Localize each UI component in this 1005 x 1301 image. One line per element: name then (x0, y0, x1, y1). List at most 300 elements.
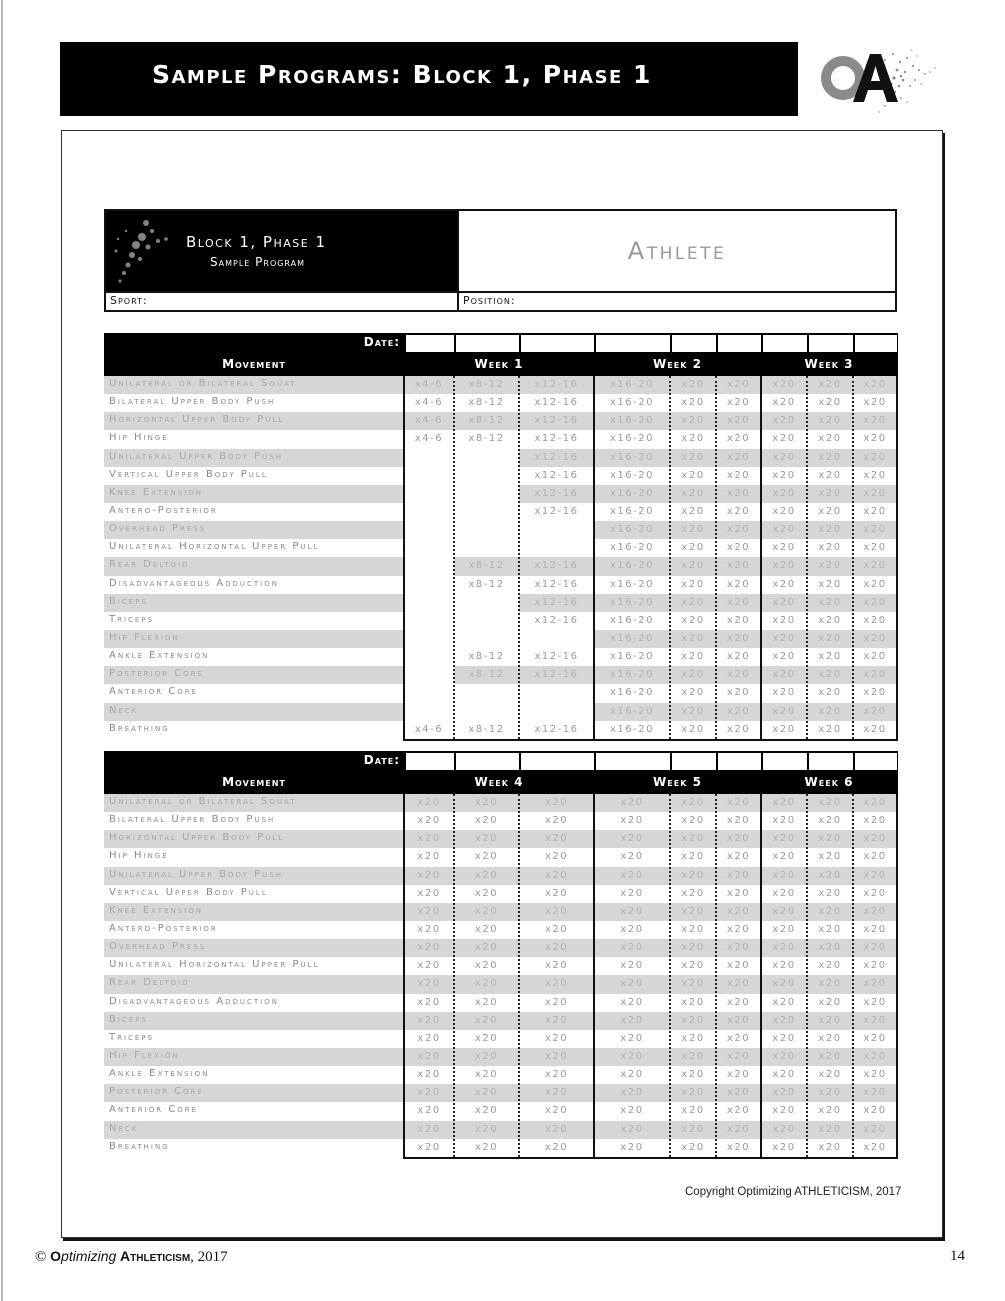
rep-cell[interactable]: x20 (863, 451, 887, 463)
date-input[interactable] (855, 335, 897, 352)
rep-cell[interactable]: x20 (726, 524, 751, 536)
rep-cell[interactable]: x20 (681, 469, 705, 481)
date-input[interactable] (406, 335, 454, 352)
rep-cell[interactable]: x20 (417, 1014, 441, 1026)
rep-cell[interactable]: x20 (772, 433, 796, 445)
rep-cell[interactable] (404, 467, 454, 485)
date-input[interactable] (763, 753, 807, 770)
rep-cell[interactable]: x20 (544, 1087, 569, 1099)
rep-cell[interactable]: x12-16 (534, 578, 579, 590)
rep-cell[interactable]: x20 (681, 1123, 705, 1135)
rep-cell[interactable]: x20 (544, 923, 569, 935)
rep-cell[interactable]: x20 (544, 1123, 569, 1135)
rep-cell[interactable]: x8-12 (468, 415, 505, 427)
rep-cell[interactable] (404, 503, 454, 521)
rep-cell[interactable]: x20 (726, 1123, 751, 1135)
sport-field[interactable] (106, 291, 457, 310)
rep-cell[interactable]: x20 (772, 1032, 796, 1044)
date-input[interactable] (809, 335, 853, 352)
rep-cell[interactable]: x20 (772, 869, 796, 881)
rep-cell[interactable]: x20 (544, 815, 569, 827)
rep-cell[interactable]: x20 (681, 524, 705, 536)
rep-cell[interactable]: x16-20 (610, 669, 654, 681)
rep-cell[interactable]: x20 (417, 996, 441, 1008)
rep-cell[interactable]: x16-20 (610, 705, 654, 717)
rep-cell[interactable]: x20 (818, 1069, 842, 1081)
rep-cell[interactable]: x20 (772, 797, 796, 808)
rep-cell[interactable]: x20 (474, 1050, 499, 1062)
rep-cell[interactable]: x20 (726, 1141, 751, 1153)
rep-cell[interactable]: x20 (772, 815, 796, 827)
rep-cell[interactable]: x20 (863, 632, 887, 644)
rep-cell[interactable]: x4-6 (414, 379, 444, 390)
rep-cell[interactable]: x20 (772, 978, 796, 990)
rep-cell[interactable]: x20 (417, 1123, 441, 1135)
rep-cell[interactable]: x20 (620, 1032, 644, 1044)
rep-cell[interactable]: x12-16 (534, 379, 579, 390)
rep-cell[interactable]: x20 (417, 833, 441, 845)
rep-cell[interactable]: x20 (681, 869, 705, 881)
rep-cell[interactable]: x20 (681, 942, 705, 954)
rep-cell[interactable] (454, 703, 519, 721)
rep-cell[interactable]: x20 (474, 1105, 499, 1117)
rep-cell[interactable]: x4-6 (414, 397, 444, 409)
date-input[interactable] (596, 335, 670, 352)
rep-cell[interactable]: x20 (863, 978, 887, 990)
rep-cell[interactable]: x20 (681, 960, 705, 972)
rep-cell[interactable]: x20 (772, 614, 796, 626)
position-field[interactable] (457, 291, 895, 310)
rep-cell[interactable]: x20 (726, 379, 751, 390)
rep-cell[interactable]: x20 (474, 1032, 499, 1044)
rep-cell[interactable]: x20 (863, 833, 887, 845)
rep-cell[interactable]: x20 (544, 1141, 569, 1153)
rep-cell[interactable]: x20 (772, 723, 796, 735)
rep-cell[interactable] (404, 594, 454, 612)
date-input[interactable] (718, 753, 761, 770)
rep-cell[interactable]: x20 (818, 942, 842, 954)
rep-cell[interactable]: x16-20 (610, 723, 654, 735)
rep-cell[interactable]: x20 (772, 1050, 796, 1062)
rep-cell[interactable]: x20 (818, 923, 842, 935)
rep-cell[interactable]: x20 (474, 1014, 499, 1026)
rep-cell[interactable]: x20 (544, 833, 569, 845)
rep-cell[interactable]: x20 (772, 887, 796, 899)
rep-cell[interactable]: x20 (863, 505, 887, 517)
rep-cell[interactable]: x20 (417, 1141, 441, 1153)
rep-cell[interactable]: x20 (818, 632, 842, 644)
rep-cell[interactable]: x20 (681, 669, 705, 681)
rep-cell[interactable]: x20 (863, 851, 887, 863)
rep-cell[interactable]: x20 (681, 887, 705, 899)
rep-cell[interactable]: x20 (772, 451, 796, 463)
rep-cell[interactable]: x12-16 (534, 505, 579, 517)
rep-cell[interactable]: x20 (863, 1014, 887, 1026)
rep-cell[interactable]: x20 (417, 942, 441, 954)
rep-cell[interactable]: x12-16 (534, 596, 579, 608)
rep-cell[interactable]: x20 (681, 851, 705, 863)
rep-cell[interactable]: x20 (681, 833, 705, 845)
rep-cell[interactable]: x20 (818, 1087, 842, 1099)
rep-cell[interactable]: x20 (726, 1069, 751, 1081)
rep-cell[interactable]: x20 (417, 1069, 441, 1081)
rep-cell[interactable]: x20 (726, 596, 751, 608)
rep-cell[interactable]: x20 (417, 1105, 441, 1117)
rep-cell[interactable]: x16-20 (610, 687, 654, 699)
rep-cell[interactable]: x20 (818, 851, 842, 863)
rep-cell[interactable]: x20 (772, 560, 796, 572)
rep-cell[interactable]: x20 (818, 1141, 842, 1153)
rep-cell[interactable]: x20 (726, 469, 751, 481)
rep-cell[interactable]: x20 (772, 469, 796, 481)
rep-cell[interactable] (454, 612, 519, 630)
rep-cell[interactable]: x20 (474, 887, 499, 899)
rep-cell[interactable]: x20 (726, 1087, 751, 1099)
rep-cell[interactable]: x20 (863, 1032, 887, 1044)
rep-cell[interactable]: x20 (726, 815, 751, 827)
rep-cell[interactable]: x20 (818, 996, 842, 1008)
rep-cell[interactable]: x20 (772, 651, 796, 663)
rep-cell[interactable]: x20 (772, 379, 796, 390)
rep-cell[interactable] (454, 449, 519, 467)
rep-cell[interactable]: x20 (681, 596, 705, 608)
rep-cell[interactable]: x20 (620, 851, 644, 863)
rep-cell[interactable]: x20 (620, 1123, 644, 1135)
date-input[interactable] (456, 753, 519, 770)
rep-cell[interactable]: x20 (417, 923, 441, 935)
rep-cell[interactable]: x20 (544, 1105, 569, 1117)
rep-cell[interactable]: x20 (681, 1032, 705, 1044)
rep-cell[interactable]: x20 (818, 705, 842, 717)
rep-cell[interactable]: x20 (772, 487, 796, 499)
rep-cell[interactable]: x20 (726, 851, 751, 863)
rep-cell[interactable]: x20 (544, 1014, 569, 1026)
date-input[interactable] (855, 753, 897, 770)
rep-cell[interactable]: x8-12 (468, 651, 505, 663)
rep-cell[interactable] (454, 684, 519, 702)
rep-cell[interactable]: x20 (474, 1069, 499, 1081)
rep-cell[interactable]: x20 (620, 1014, 644, 1026)
rep-cell[interactable]: x20 (772, 687, 796, 699)
date-input[interactable] (672, 753, 716, 770)
rep-cell[interactable]: x20 (726, 487, 751, 499)
rep-cell[interactable]: x20 (818, 723, 842, 735)
rep-cell[interactable]: x20 (818, 960, 842, 972)
rep-cell[interactable]: x20 (863, 1105, 887, 1117)
rep-cell[interactable]: x20 (620, 1069, 644, 1081)
rep-cell[interactable]: x20 (726, 669, 751, 681)
rep-cell[interactable]: x20 (818, 469, 842, 481)
rep-cell[interactable]: x20 (772, 596, 796, 608)
rep-cell[interactable]: x20 (863, 1141, 887, 1153)
rep-cell[interactable] (404, 684, 454, 702)
rep-cell[interactable]: x20 (818, 451, 842, 463)
rep-cell[interactable]: x20 (417, 887, 441, 899)
rep-cell[interactable]: x8-12 (468, 723, 505, 735)
rep-cell[interactable]: x20 (681, 687, 705, 699)
rep-cell[interactable]: x20 (863, 687, 887, 699)
rep-cell[interactable]: x20 (863, 869, 887, 881)
rep-cell[interactable]: x20 (726, 433, 751, 445)
rep-cell[interactable]: x20 (818, 978, 842, 990)
rep-cell[interactable]: x12-16 (534, 469, 579, 481)
rep-cell[interactable]: x20 (417, 978, 441, 990)
rep-cell[interactable]: x20 (863, 905, 887, 917)
rep-cell[interactable]: x20 (863, 705, 887, 717)
rep-cell[interactable]: x20 (726, 905, 751, 917)
rep-cell[interactable]: x20 (818, 1032, 842, 1044)
rep-cell[interactable]: x20 (772, 996, 796, 1008)
rep-cell[interactable] (404, 521, 454, 539)
date-input[interactable] (809, 753, 853, 770)
rep-cell[interactable]: x20 (818, 596, 842, 608)
rep-cell[interactable]: x20 (863, 887, 887, 899)
rep-cell[interactable]: x20 (544, 905, 569, 917)
date-input[interactable] (596, 753, 670, 770)
rep-cell[interactable]: x20 (772, 415, 796, 427)
rep-cell[interactable]: x20 (818, 379, 842, 390)
rep-cell[interactable] (404, 449, 454, 467)
rep-cell[interactable]: x20 (681, 905, 705, 917)
rep-cell[interactable]: x20 (681, 505, 705, 517)
rep-cell[interactable]: x20 (681, 379, 705, 390)
rep-cell[interactable]: x20 (726, 1014, 751, 1026)
rep-cell[interactable]: x4-6 (414, 415, 444, 427)
rep-cell[interactable]: x20 (620, 905, 644, 917)
rep-cell[interactable] (519, 521, 594, 539)
rep-cell[interactable]: x8-12 (468, 397, 505, 409)
rep-cell[interactable]: x20 (818, 797, 842, 808)
rep-cell[interactable]: x20 (726, 397, 751, 409)
rep-cell[interactable]: x20 (681, 723, 705, 735)
rep-cell[interactable]: x20 (726, 833, 751, 845)
rep-cell[interactable]: x20 (681, 705, 705, 717)
rep-cell[interactable]: x20 (772, 632, 796, 644)
rep-cell[interactable] (519, 630, 594, 648)
rep-cell[interactable] (404, 576, 454, 594)
rep-cell[interactable]: x20 (772, 851, 796, 863)
rep-cell[interactable]: x20 (772, 669, 796, 681)
rep-cell[interactable]: x20 (863, 487, 887, 499)
rep-cell[interactable]: x20 (544, 887, 569, 899)
rep-cell[interactable]: x20 (417, 815, 441, 827)
rep-cell[interactable]: x20 (544, 996, 569, 1008)
rep-cell[interactable] (454, 594, 519, 612)
rep-cell[interactable]: x8-12 (468, 379, 505, 390)
rep-cell[interactable]: x20 (863, 397, 887, 409)
date-input[interactable] (718, 335, 761, 352)
rep-cell[interactable]: x20 (818, 542, 842, 554)
rep-cell[interactable]: x8-12 (468, 560, 505, 572)
rep-cell[interactable]: x20 (620, 923, 644, 935)
rep-cell[interactable] (404, 666, 454, 684)
rep-cell[interactable]: x20 (818, 433, 842, 445)
rep-cell[interactable]: x20 (818, 869, 842, 881)
rep-cell[interactable]: x20 (863, 1087, 887, 1099)
rep-cell[interactable]: x12-16 (534, 415, 579, 427)
rep-cell[interactable]: x20 (681, 415, 705, 427)
date-input[interactable] (672, 335, 716, 352)
rep-cell[interactable]: x20 (772, 833, 796, 845)
rep-cell[interactable]: x20 (863, 596, 887, 608)
rep-cell[interactable]: x20 (818, 614, 842, 626)
rep-cell[interactable]: x20 (544, 797, 569, 808)
rep-cell[interactable]: x20 (681, 578, 705, 590)
rep-cell[interactable]: x12-16 (534, 397, 579, 409)
rep-cell[interactable]: x20 (620, 1141, 644, 1153)
rep-cell[interactable]: x16-20 (610, 379, 654, 390)
rep-cell[interactable]: x20 (681, 978, 705, 990)
rep-cell[interactable]: x20 (417, 960, 441, 972)
rep-cell[interactable]: x20 (863, 723, 887, 735)
rep-cell[interactable]: x20 (818, 815, 842, 827)
rep-cell[interactable]: x20 (417, 797, 441, 808)
rep-cell[interactable]: x20 (726, 560, 751, 572)
rep-cell[interactable]: x20 (726, 614, 751, 626)
rep-cell[interactable]: x20 (620, 1087, 644, 1099)
rep-cell[interactable] (404, 557, 454, 575)
rep-cell[interactable]: x20 (620, 942, 644, 954)
rep-cell[interactable]: x20 (772, 1087, 796, 1099)
rep-cell[interactable]: x20 (863, 469, 887, 481)
rep-cell[interactable]: x20 (863, 797, 887, 808)
rep-cell[interactable]: x20 (772, 1141, 796, 1153)
rep-cell[interactable]: x20 (726, 923, 751, 935)
date-input[interactable] (406, 753, 454, 770)
rep-cell[interactable]: x20 (726, 869, 751, 881)
rep-cell[interactable]: x20 (474, 1123, 499, 1135)
rep-cell[interactable]: x16-20 (610, 397, 654, 409)
rep-cell[interactable] (454, 630, 519, 648)
rep-cell[interactable]: x20 (417, 1032, 441, 1044)
rep-cell[interactable]: x16-20 (610, 487, 654, 499)
rep-cell[interactable]: x20 (681, 397, 705, 409)
rep-cell[interactable]: x20 (544, 869, 569, 881)
rep-cell[interactable]: x20 (681, 560, 705, 572)
rep-cell[interactable]: x20 (726, 942, 751, 954)
rep-cell[interactable]: x20 (863, 923, 887, 935)
rep-cell[interactable]: x20 (474, 1087, 499, 1099)
rep-cell[interactable]: x20 (681, 614, 705, 626)
rep-cell[interactable]: x20 (544, 851, 569, 863)
rep-cell[interactable]: x12-16 (534, 723, 579, 735)
rep-cell[interactable]: x16-20 (610, 651, 654, 663)
rep-cell[interactable]: x20 (726, 978, 751, 990)
rep-cell[interactable]: x20 (863, 1069, 887, 1081)
rep-cell[interactable]: x20 (863, 614, 887, 626)
rep-cell[interactable]: x8-12 (468, 578, 505, 590)
rep-cell[interactable]: x20 (772, 524, 796, 536)
rep-cell[interactable]: x20 (681, 923, 705, 935)
rep-cell[interactable]: x20 (772, 1105, 796, 1117)
rep-cell[interactable]: x20 (681, 632, 705, 644)
rep-cell[interactable]: x12-16 (534, 451, 579, 463)
rep-cell[interactable]: x20 (417, 1087, 441, 1099)
rep-cell[interactable]: x20 (620, 833, 644, 845)
rep-cell[interactable]: x20 (474, 942, 499, 954)
rep-cell[interactable]: x20 (863, 996, 887, 1008)
rep-cell[interactable]: x20 (726, 687, 751, 699)
rep-cell[interactable]: x20 (818, 397, 842, 409)
rep-cell[interactable]: x20 (818, 833, 842, 845)
rep-cell[interactable]: x20 (474, 815, 499, 827)
rep-cell[interactable]: x20 (544, 1050, 569, 1062)
rep-cell[interactable] (454, 485, 519, 503)
rep-cell[interactable] (519, 684, 594, 702)
rep-cell[interactable]: x20 (863, 669, 887, 681)
rep-cell[interactable]: x20 (417, 869, 441, 881)
rep-cell[interactable]: x20 (818, 669, 842, 681)
rep-cell[interactable]: x20 (818, 887, 842, 899)
rep-cell[interactable]: x20 (474, 905, 499, 917)
rep-cell[interactable]: x20 (681, 1069, 705, 1081)
rep-cell[interactable]: x20 (681, 1014, 705, 1026)
rep-cell[interactable]: x20 (474, 960, 499, 972)
rep-cell[interactable]: x20 (772, 542, 796, 554)
rep-cell[interactable]: x20 (726, 451, 751, 463)
rep-cell[interactable]: x20 (726, 632, 751, 644)
rep-cell[interactable]: x20 (726, 1050, 751, 1062)
rep-cell[interactable]: x20 (818, 505, 842, 517)
rep-cell[interactable]: x20 (818, 905, 842, 917)
rep-cell[interactable]: x20 (726, 797, 751, 808)
rep-cell[interactable]: x20 (544, 960, 569, 972)
rep-cell[interactable]: x20 (818, 578, 842, 590)
rep-cell[interactable]: x4-6 (414, 433, 444, 445)
rep-cell[interactable]: x16-20 (610, 451, 654, 463)
rep-cell[interactable]: x20 (681, 1050, 705, 1062)
rep-cell[interactable]: x20 (726, 705, 751, 717)
rep-cell[interactable]: x20 (726, 578, 751, 590)
rep-cell[interactable]: x20 (417, 1050, 441, 1062)
rep-cell[interactable]: x20 (818, 651, 842, 663)
rep-cell[interactable]: x20 (772, 942, 796, 954)
rep-cell[interactable]: x20 (863, 415, 887, 427)
rep-cell[interactable]: x20 (620, 869, 644, 881)
rep-cell[interactable]: x12-16 (534, 487, 579, 499)
rep-cell[interactable]: x16-20 (610, 505, 654, 517)
rep-cell[interactable]: x20 (620, 815, 644, 827)
rep-cell[interactable] (404, 539, 454, 557)
rep-cell[interactable]: x8-12 (468, 433, 505, 445)
rep-cell[interactable]: x16-20 (610, 524, 654, 536)
rep-cell[interactable]: x20 (818, 415, 842, 427)
rep-cell[interactable] (519, 703, 594, 721)
rep-cell[interactable]: x20 (772, 960, 796, 972)
rep-cell[interactable]: x16-20 (610, 560, 654, 572)
rep-cell[interactable]: x20 (863, 542, 887, 554)
rep-cell[interactable]: x20 (863, 560, 887, 572)
rep-cell[interactable]: x20 (863, 1050, 887, 1062)
rep-cell[interactable] (454, 467, 519, 485)
rep-cell[interactable]: x20 (863, 379, 887, 390)
date-input[interactable] (763, 335, 807, 352)
rep-cell[interactable]: x20 (620, 887, 644, 899)
rep-cell[interactable]: x20 (681, 996, 705, 1008)
rep-cell[interactable]: x20 (681, 542, 705, 554)
rep-cell[interactable]: x20 (818, 1014, 842, 1026)
date-input[interactable] (521, 753, 594, 770)
rep-cell[interactable]: x20 (681, 1087, 705, 1099)
rep-cell[interactable]: x20 (620, 960, 644, 972)
rep-cell[interactable]: x20 (818, 487, 842, 499)
rep-cell[interactable] (519, 539, 594, 557)
rep-cell[interactable]: x20 (544, 942, 569, 954)
date-input[interactable] (521, 335, 594, 352)
rep-cell[interactable]: x20 (726, 505, 751, 517)
rep-cell[interactable]: x4-6 (414, 723, 444, 735)
rep-cell[interactable]: x20 (474, 869, 499, 881)
